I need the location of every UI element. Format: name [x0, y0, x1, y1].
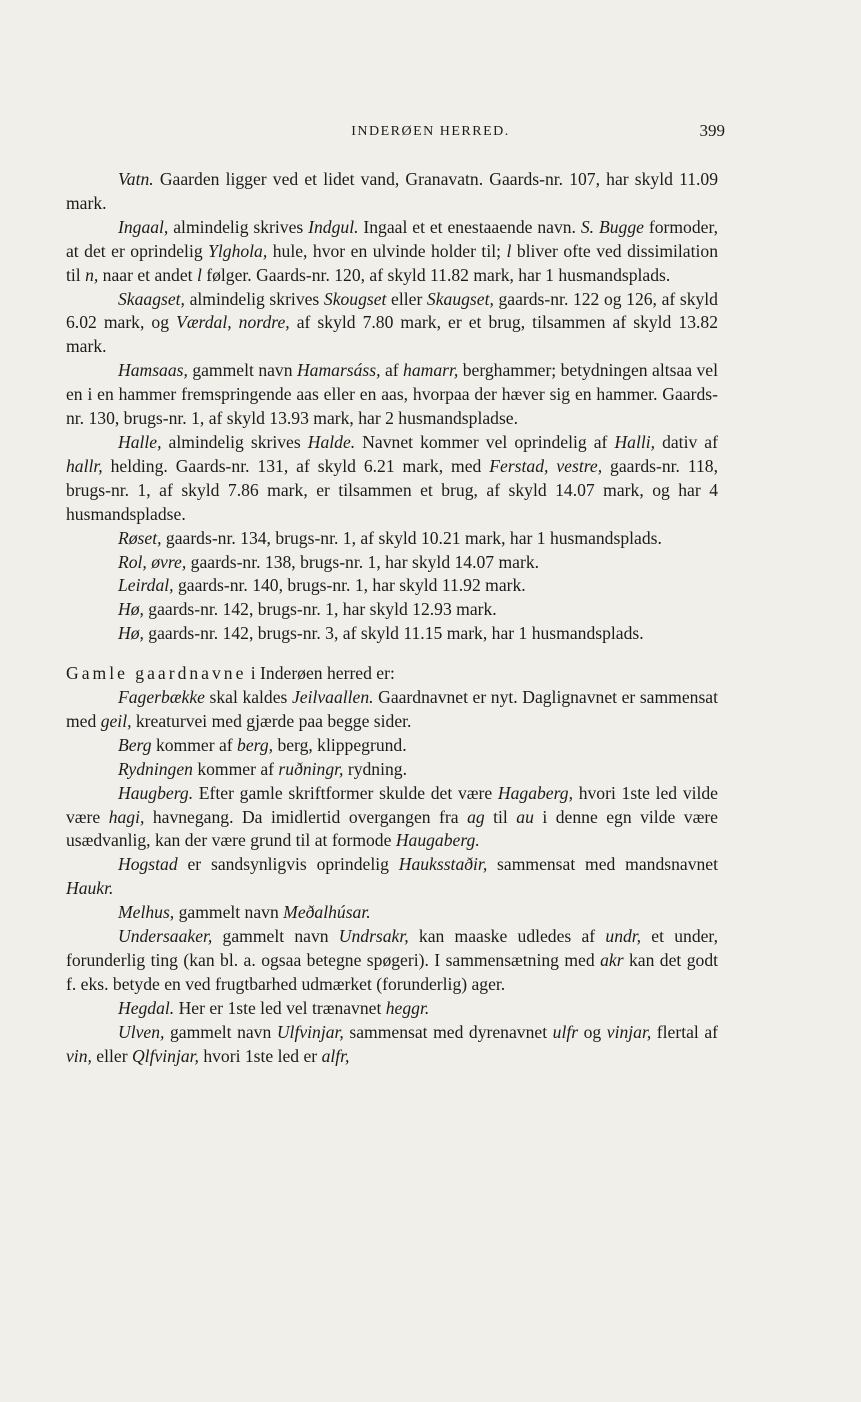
- text-run: kommer af: [192, 758, 279, 779]
- page-number: 399: [699, 121, 725, 140]
- italic-term: Hagaberg,: [497, 782, 573, 803]
- text-run: gaards-nr. 138, brugs-nr. 1, har skyld 14.07 mark.: [186, 551, 540, 572]
- italic-term: Undrsakr,: [338, 926, 409, 947]
- italic-term: Ferstad, vestre,: [489, 455, 603, 476]
- italic-term: hagi,: [108, 806, 145, 827]
- text-run: kommer af: [151, 734, 238, 755]
- paragraph: [66, 527, 718, 551]
- paragraph: [66, 598, 718, 622]
- italic-term: vin,: [66, 1045, 92, 1066]
- italic-term: geil,: [100, 710, 132, 731]
- paragraph: [66, 431, 718, 527]
- spaced-heading: Gamle gaardnavne: [66, 663, 247, 684]
- text-run: er sandsynligvis oprindelig: [177, 854, 399, 875]
- italic-term: Fagerbække: [118, 687, 205, 708]
- text-run: almindelig skrives: [161, 431, 308, 452]
- page-header: [0, 121, 861, 143]
- text-run: til: [484, 806, 517, 827]
- italic-term: Undersaaker,: [118, 926, 213, 947]
- text-run: eller: [91, 1045, 132, 1066]
- italic-term: Berg: [118, 734, 152, 755]
- italic-term: l: [506, 240, 512, 261]
- italic-term: Halde.: [307, 431, 356, 452]
- text-run: sammensat med mandsnavnet: [487, 854, 719, 875]
- italic-term: Hamarsáss,: [296, 360, 381, 381]
- italic-term: Hø,: [118, 599, 144, 620]
- text-run: gaards-nr. 118, brugs-nr. 1, af skyld 7.86 mark, er tilsammen et brug, af skyld 14.07 mark, og har 4 husmandspladse.: [66, 455, 718, 524]
- text-run: Her er 1ste led vel trænavnet: [174, 997, 386, 1018]
- text-run: berg, klippegrund.: [273, 734, 407, 755]
- italic-term: akr: [600, 950, 624, 970]
- text-run: naar et andet: [98, 264, 197, 285]
- italic-term: Vatn.: [118, 169, 154, 189]
- running-head: INDERØEN HERRED.: [351, 124, 510, 139]
- text-run: Ingaal et et enestaaende navn.: [358, 216, 581, 237]
- paragraph: [66, 853, 718, 901]
- paragraph: [66, 216, 718, 288]
- text-run: hule, hvor en ulvinde holder til;: [267, 240, 507, 261]
- italic-term: Qlfvinjar,: [131, 1045, 199, 1066]
- italic-term: Skougset: [323, 288, 387, 309]
- paragraph: [66, 997, 718, 1021]
- text-run: eller: [386, 288, 427, 309]
- italic-term: n,: [85, 264, 99, 285]
- italic-term: Værdal, nordre,: [176, 312, 290, 333]
- paragraph: [66, 288, 718, 360]
- text-run: hvori 1ste led vilde være: [66, 782, 718, 827]
- text-run: af skyld 7.80 mark, er et brug, tilsammen af skyld 13.82 mark.: [66, 312, 718, 357]
- italic-term: Hø,: [118, 623, 144, 644]
- text-run: havnegang. Da imidlertid overgangen fra: [144, 806, 468, 827]
- text-run: gammelt navn: [187, 360, 297, 381]
- italic-term: Røset,: [118, 527, 162, 548]
- text-run: berghammer; betydningen altsaa vel en i en hammer fremspringende aas eller en aas, hvorpaa der hæver sig en hammer. Gaards-nr. 130, brugs-nr. 1, af skyld 13.93 mark, har 2 husmandspladse.: [66, 360, 718, 429]
- italic-term: Meðalhúsar.: [283, 902, 371, 923]
- italic-term: Hogstad: [118, 854, 178, 875]
- italic-term: Halle,: [118, 431, 162, 452]
- italic-term: Skaagset,: [118, 288, 185, 309]
- italic-term: Indgul.: [308, 216, 359, 237]
- text-run: kan maaske udledes af: [408, 926, 606, 947]
- paragraph: [66, 359, 718, 431]
- italic-term: Halli,: [614, 431, 656, 452]
- text-run: kreaturvei med gjærde paa begge sider.: [131, 710, 412, 731]
- text-run: gaards-nr. 140, brugs-nr. 1, har skyld 11.92 mark.: [173, 575, 526, 596]
- italic-term: berg,: [237, 734, 274, 755]
- text-run: Gaardnavnet er nyt. Daglignavnet er sammensat med: [66, 687, 718, 731]
- italic-term: au: [516, 806, 534, 827]
- text-run: i Inderøen herred er:: [246, 663, 395, 684]
- italic-term: Ulfvinjar,: [276, 1021, 344, 1042]
- text-run: gaards-nr. 142, brugs-nr. 1, har skyld 12.93 mark.: [143, 599, 497, 620]
- italic-term: Melhus,: [118, 902, 175, 923]
- text-run: Gaarden ligger ved et lidet vand, Granavatn. Gaards-nr. 107, har skyld 11.09 mark.: [66, 169, 718, 213]
- paragraph: [66, 168, 718, 216]
- paragraph: [66, 734, 718, 758]
- text-run: gammelt navn: [212, 926, 339, 947]
- text-run: helding. Gaards-nr. 131, af skyld 6.21 mark, med: [102, 455, 490, 476]
- paragraph: [66, 574, 718, 598]
- text-run: og: [578, 1021, 607, 1042]
- text-run: Efter gamle skriftformer skulde det være: [193, 782, 498, 803]
- text-run: gaards-nr. 122 og 126, af skyld 6.02 mark, og: [66, 288, 718, 333]
- text-run: almindelig skrives: [168, 216, 309, 237]
- italic-term: vinjar,: [606, 1021, 652, 1042]
- italic-term: l: [196, 264, 202, 285]
- paragraph: [66, 662, 718, 686]
- italic-term: Haugberg.: [118, 782, 194, 803]
- italic-term: undr,: [605, 926, 642, 947]
- italic-term: Rol, øvre,: [118, 551, 187, 572]
- italic-term: heggr.: [385, 997, 430, 1018]
- text-run: i denne egn vilde være usædvanlig, kan der være grund til at formode: [66, 806, 718, 851]
- italic-term: Ylghola,: [208, 240, 268, 261]
- italic-term: alfr,: [321, 1045, 350, 1066]
- text-run: rydning.: [343, 758, 407, 779]
- text-run: gaards-nr. 142, brugs-nr. 3, af skyld 11.15 mark, har 1 husmandsplads.: [143, 623, 644, 644]
- text-run: følger. Gaards-nr. 120, af skyld 11.82 mark, har 1 husmandsplads.: [201, 264, 671, 285]
- italic-term: Jeilvaallen.: [291, 687, 374, 708]
- paragraph: [66, 901, 718, 925]
- italic-term: ruðningr,: [278, 758, 344, 779]
- text-run: bliver ofte ved dissimilation til: [66, 240, 718, 285]
- paragraph: [66, 782, 718, 854]
- italic-term: hallr,: [66, 455, 103, 476]
- text-run: sammensat med dyrenavnet: [343, 1021, 553, 1042]
- text-run: kan det godt f. eks. betyde en ved frugtbarhed udmærket (forunderlig) ager.: [66, 950, 718, 994]
- italic-term: Hamsaas,: [118, 360, 188, 381]
- text-run: flertal af: [651, 1021, 719, 1042]
- paragraph: [66, 925, 718, 997]
- text-run: formoder, at det er oprindelig: [66, 216, 718, 261]
- italic-term: Skaugset,: [426, 288, 494, 309]
- italic-term: ag: [467, 806, 485, 827]
- text-run: gammelt navn: [174, 902, 284, 923]
- text-run: gammelt navn: [164, 1021, 277, 1042]
- italic-term: hamarr,: [403, 360, 459, 381]
- italic-term: ulfr: [552, 1021, 579, 1042]
- italic-term: Rydningen: [118, 758, 193, 779]
- italic-term: Haukr.: [66, 878, 114, 899]
- text-run: gaards-nr. 134, brugs-nr. 1, af skyld 10.21 mark, har 1 husmandsplads.: [161, 527, 662, 548]
- italic-term: Ulven,: [118, 1021, 165, 1042]
- italic-term: S. Bugge: [580, 216, 644, 237]
- italic-term: Haugaberg.: [395, 830, 480, 851]
- text-run: hvori 1ste led er: [198, 1045, 322, 1066]
- italic-term: Ingaal,: [118, 216, 169, 237]
- paragraph: [66, 686, 718, 734]
- italic-term: Hauksstaðir,: [398, 854, 488, 875]
- text-run: skal kaldes: [204, 687, 292, 708]
- text-run: af: [380, 360, 404, 381]
- text-run: dativ af: [655, 431, 718, 452]
- paragraph: [66, 622, 718, 646]
- italic-term: Leirdal,: [118, 575, 174, 596]
- text-run: et under, forunderlig ting (kan bl. a. ogsaa betegne spøgeri). I sammensætning med: [66, 926, 718, 970]
- text-run: almindelig skrives: [184, 288, 324, 309]
- paragraph: [66, 1021, 718, 1069]
- page-body: [66, 168, 718, 1069]
- paragraph: [66, 551, 718, 575]
- paragraph: [66, 758, 718, 782]
- text-run: Navnet kommer vel oprindelig af: [355, 431, 615, 452]
- italic-term: Hegdal.: [118, 997, 175, 1018]
